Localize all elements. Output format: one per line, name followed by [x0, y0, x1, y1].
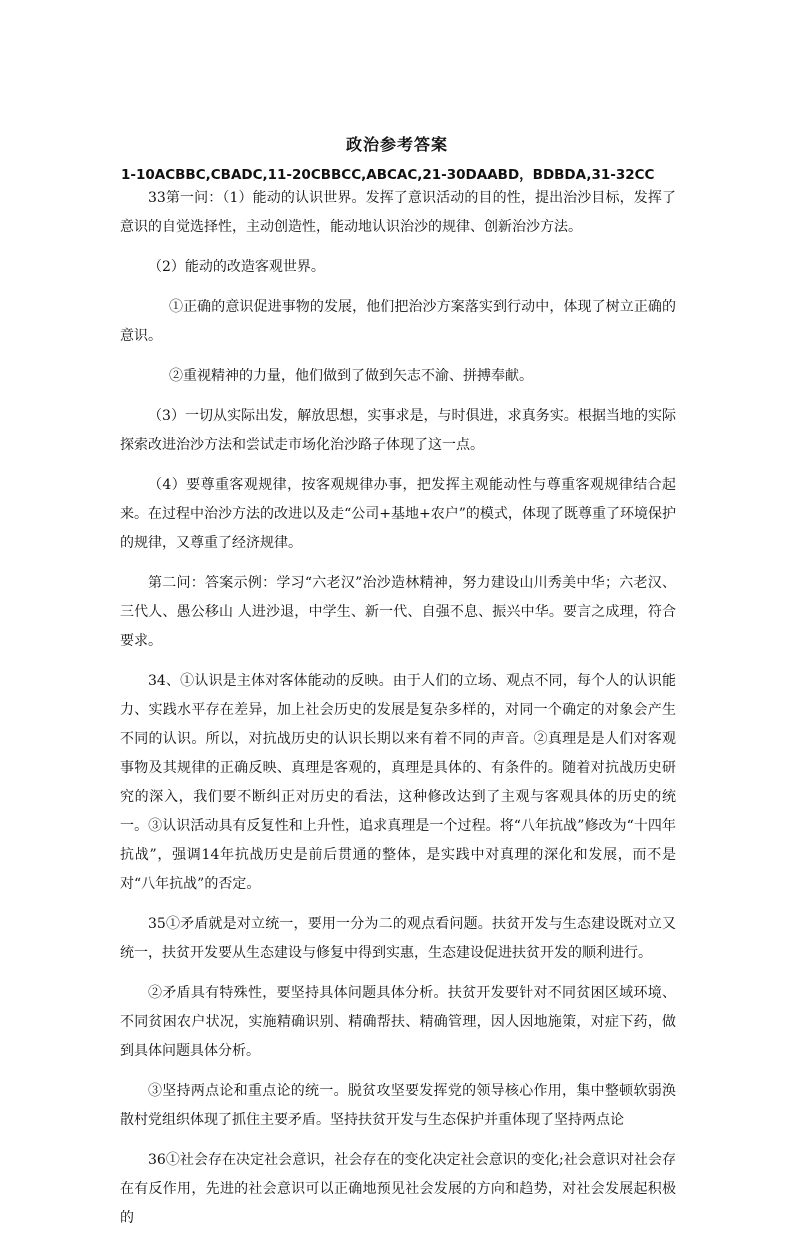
q33-part1: 33第一问：（1）能动的认识世界。发挥了意识活动的目的性，提出治沙目标，发挥了意识的自觉选择性，主动创造性，能动地认识治沙的规律、创新治沙方法。: [120, 190, 676, 235]
q36-answer: 36①社会存在决定社会意识，社会存在的变化决定社会意识的变化;社会意识对社会存在有反作用，先进的社会意识可以正确地预见社会发展的方向和趋势，对社会发展起积极的: [120, 1152, 676, 1226]
q33-point-1: ①正确的意识促进事物的发展，他们把治沙方案落实到行动中，体现了树立正确的意识。: [120, 299, 676, 344]
answer-body: [120, 184, 676, 1233]
q33-part1-item3: （3）一切从实际出发，解放思想，实事求是，与时俱进，求真务实。根据当地的实际探索改进治沙方法和尝试走市场化治沙路子体现了这一点。: [120, 408, 676, 453]
q35-point-1: 35①矛盾就是对立统一，要用一分为二的观点看问题。扶贫开发与生态建设既对立又统一，扶贫开发要从生态建设与修复中得到实惠，生态建设促进扶贫开发的顺利进行。: [120, 916, 676, 961]
q33-point-2: ②重视精神的力量，他们做到了做到矢志不渝、拼搏奉献。: [169, 368, 533, 384]
q33-part1-item4: （4）要尊重客观规律，按客观规律办事，把发挥主观能动性与尊重客观规律结合起来。在过程中治沙方法的改进以及走“公司+基地+农户”的模式，体现了既尊重了环境保护的规律，又尊重了经济规律。: [120, 477, 676, 551]
page-title: 政治参考答案: [345, 135, 448, 154]
q35-point-3: ③坚持两点论和重点论的统一。脱贫攻坚要发挥党的领导核心作用，集中整顿软弱涣散村党组织体现了抓住主要矛盾。坚持扶贫开发与生态保护并重体现了坚持两点论: [120, 1083, 676, 1128]
q35-point-2: ②矛盾具有特殊性，要坚持具体问题具体分析。扶贫开发要针对不同贫困区域环境、不同贫困农户状况，实施精确识别、精确帮扶、精确管理，因人因地施策，对症下药，做到具体问题具体分析。: [120, 985, 676, 1059]
q34-answer: 34、①认识是主体对客体能动的反映。由于人们的立场、观点不同，每个人的认识能力、实践水平存在差异，加上社会历史的发展是复杂多样的，对同一个确定的对象会产生不同的认识。所以，对抗战历史的认识长期以来有着不同的声音。②真理是是人们对客观事物及其规律的正确反映、真理是客观的，真理是具体的、有条件的。随着对抗战历史研究的深入，我们要不断纠正对历史的看法，这种修改达到了主观与客观具体的历史的统一。③认识活动具有反复性和上升性，追求真理是一个过程。将“八年抗战”修改为“十四年抗战”，强调14年抗战历史是前后贯通的整体，是实践中对真理的深化和发展，而不是对“八年抗战”的否定。: [120, 673, 676, 892]
q33-part2: 第二问：答案示例：学习“六老汉”治沙造林精神，努力建设山川秀美中华；六老汉、三代人、愚公移山 人进沙退，中学生、新一代、自强不息、振兴中华。要言之成理，符合要求。: [120, 575, 676, 649]
multiple-choice-answers: 1-10ACBBC,CBADC,11-20CBBCC,ABCAC,21-30DAABD，BDBDA,31-32CC: [121, 167, 655, 183]
q33-part1-item2: （2）能动的改造客观世界。: [148, 259, 325, 275]
